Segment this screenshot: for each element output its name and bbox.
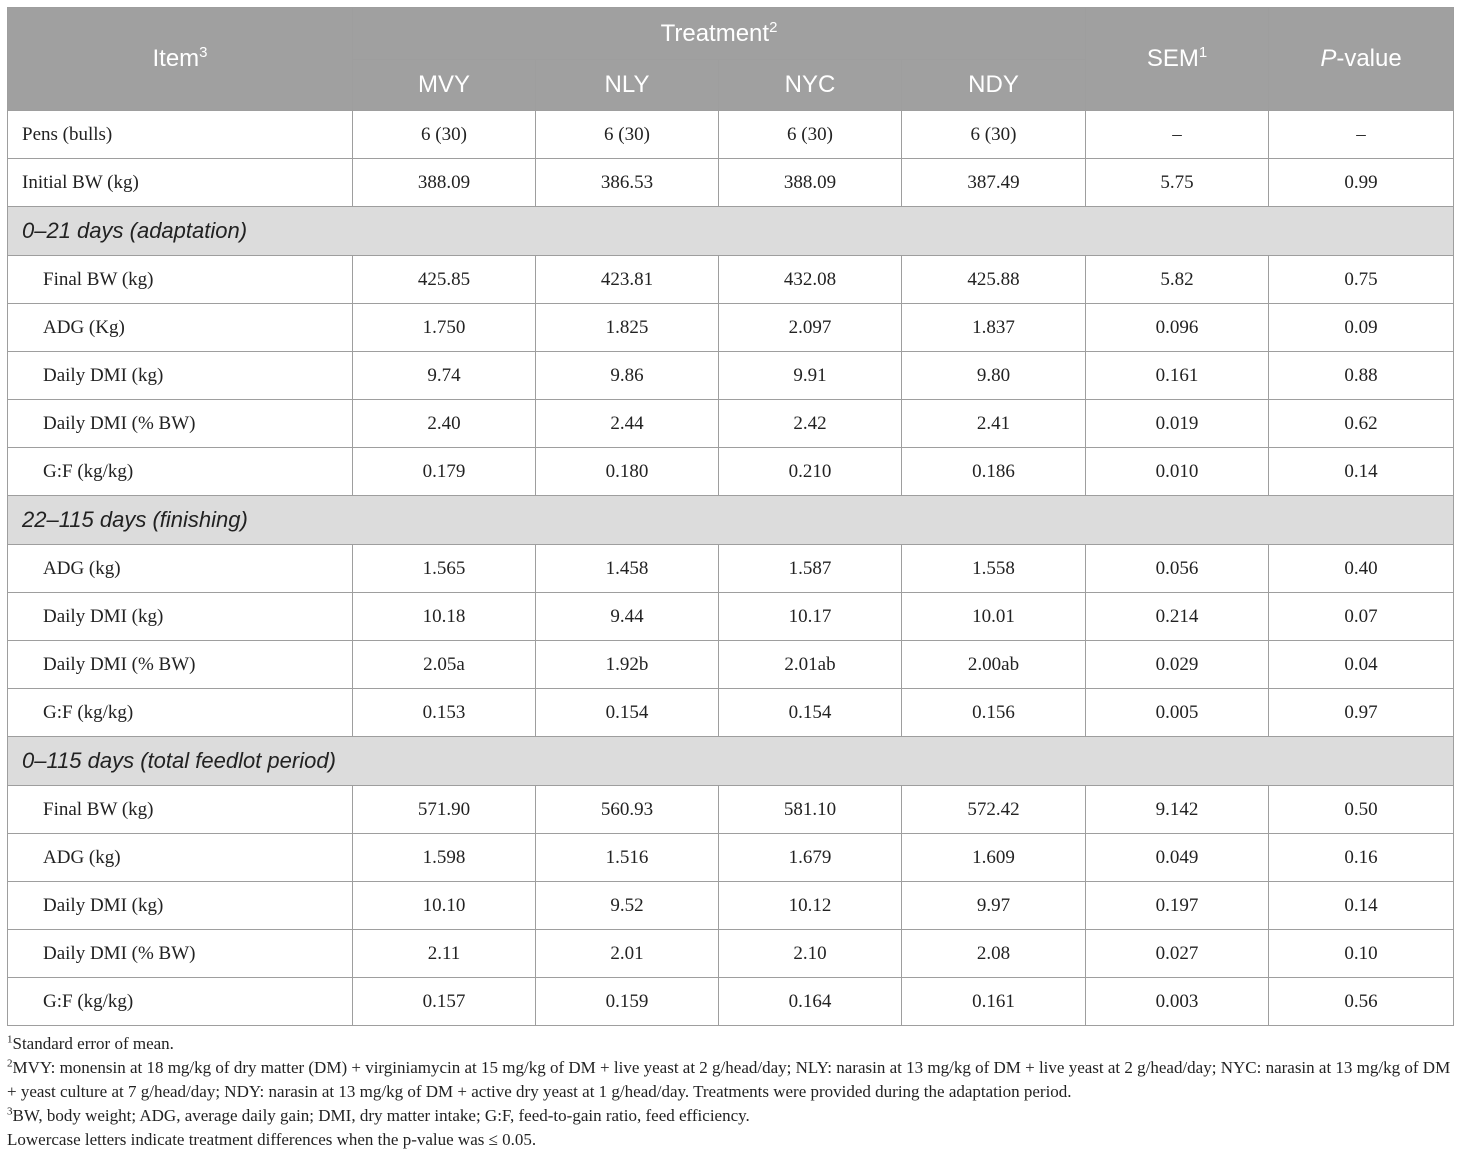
treatment-value: 10.17 <box>719 593 902 641</box>
row-label: Initial BW (kg) <box>8 159 353 207</box>
row-label: G:F (kg/kg) <box>8 689 353 737</box>
table-row <box>8 111 1454 159</box>
p-value: 0.75 <box>1269 256 1454 304</box>
table-row <box>8 978 1454 1026</box>
treatment-value: 9.91 <box>719 352 902 400</box>
p-value: 0.09 <box>1269 304 1454 352</box>
treatment-value: 0.161 <box>902 978 1086 1026</box>
header-treatment: Treatment$^2$ <box>353 8 1086 60</box>
table-row <box>8 882 1454 930</box>
p-value: 0.10 <box>1269 930 1454 978</box>
sem-value: 0.096 <box>1086 304 1269 352</box>
treatment-value: 1.565 <box>353 545 536 593</box>
treatment-value: 9.80 <box>902 352 1086 400</box>
footnote-2: $^2$MVY: monensin at 18 mg/kg of dry matter (DM) + virginiamycin at 15 mg/kg of DM + live yeast at 2 g/head/day; NLY: narasin at 13 mg/kg of DM + live yeast at 2 g/head/day; NYC: narasin at 13 mg/kg of DM + yeast culture at 7 g/head/day; NDY: narasin at 13 mg/kg of DM + active dry yeast at 1 g/head/day. Treatments were provided during the adaptation period. <box>7 1057 1451 1101</box>
treatment-value: 2.41 <box>902 400 1086 448</box>
row-label: Final BW (kg) <box>8 256 353 304</box>
p-value: 0.16 <box>1269 834 1454 882</box>
treatment-value: 1.458 <box>536 545 719 593</box>
table-row <box>8 641 1454 689</box>
treatment-value: 10.10 <box>353 882 536 930</box>
treatment-value: 9.86 <box>536 352 719 400</box>
treatment-value: 386.53 <box>536 159 719 207</box>
table-container <box>7 7 1453 1152</box>
table-header <box>8 8 1454 111</box>
header-treatment-1: MVY <box>353 60 536 111</box>
sem-value: 0.056 <box>1086 545 1269 593</box>
sem-value: – <box>1086 111 1269 159</box>
treatment-value: 9.52 <box>536 882 719 930</box>
row-label: Daily DMI (% BW) <box>8 641 353 689</box>
treatment-value: 1.598 <box>353 834 536 882</box>
sem-value: 0.029 <box>1086 641 1269 689</box>
treatment-value: 2.01ab <box>719 641 902 689</box>
row-label: G:F (kg/kg) <box>8 978 353 1026</box>
treatment-value: 2.10 <box>719 930 902 978</box>
p-value: 0.56 <box>1269 978 1454 1026</box>
treatment-value: 387.49 <box>902 159 1086 207</box>
sem-value: 5.82 <box>1086 256 1269 304</box>
footnote-1: $^1$Standard error of mean. <box>7 1033 174 1053</box>
table-row <box>8 930 1454 978</box>
footnote-3: $^3$BW, body weight; ADG, average daily gain; DMI, dry matter intake; G:F, feed-to-gain ratio, feed efficiency. <box>7 1105 750 1125</box>
sem-value: 0.214 <box>1086 593 1269 641</box>
treatment-value: 10.18 <box>353 593 536 641</box>
section-title: 0–115 days (total feedlot period) <box>8 737 1454 786</box>
sem-value: 0.027 <box>1086 930 1269 978</box>
p-value: 0.04 <box>1269 641 1454 689</box>
p-value: 0.62 <box>1269 400 1454 448</box>
sem-value: 0.003 <box>1086 978 1269 1026</box>
sem-value: 0.005 <box>1086 689 1269 737</box>
treatment-value: 572.42 <box>902 786 1086 834</box>
treatment-value: 1.837 <box>902 304 1086 352</box>
p-value: 0.88 <box>1269 352 1454 400</box>
treatment-value: 2.01 <box>536 930 719 978</box>
treatment-value: 1.679 <box>719 834 902 882</box>
treatment-value: 2.44 <box>536 400 719 448</box>
header-treatment-4: NDY <box>902 60 1086 111</box>
header-treatment-2: NLY <box>536 60 719 111</box>
treatment-value: 6 (30) <box>902 111 1086 159</box>
treatment-value: 1.750 <box>353 304 536 352</box>
section-row <box>8 207 1454 256</box>
table-row <box>8 786 1454 834</box>
table-row <box>8 304 1454 352</box>
header-pvalue: P-value <box>1269 8 1454 111</box>
treatment-value: 9.97 <box>902 882 1086 930</box>
row-label: Daily DMI (kg) <box>8 352 353 400</box>
results-table <box>7 7 1454 1026</box>
row-label: ADG (Kg) <box>8 304 353 352</box>
treatment-value: 2.42 <box>719 400 902 448</box>
table-row <box>8 448 1454 496</box>
sem-value: 0.049 <box>1086 834 1269 882</box>
table-row <box>8 256 1454 304</box>
treatment-value: 423.81 <box>536 256 719 304</box>
row-label: Daily DMI (kg) <box>8 593 353 641</box>
treatment-value: 581.10 <box>719 786 902 834</box>
treatment-value: 1.587 <box>719 545 902 593</box>
table-row <box>8 159 1454 207</box>
treatment-value: 0.180 <box>536 448 719 496</box>
treatment-value: 2.11 <box>353 930 536 978</box>
footnote-4: Lowercase letters indicate treatment differences when the p-value was ≤ 0.05. <box>7 1130 537 1149</box>
treatment-value: 1.92b <box>536 641 719 689</box>
row-label: Daily DMI (kg) <box>8 882 353 930</box>
treatment-value: 2.097 <box>719 304 902 352</box>
row-label: ADG (kg) <box>8 834 353 882</box>
treatment-value: 0.159 <box>536 978 719 1026</box>
treatment-value: 425.88 <box>902 256 1086 304</box>
p-value: 0.14 <box>1269 448 1454 496</box>
row-label: G:F (kg/kg) <box>8 448 353 496</box>
section-title: 0–21 days (adaptation) <box>8 207 1454 256</box>
treatment-value: 571.90 <box>353 786 536 834</box>
treatment-value: 0.154 <box>536 689 719 737</box>
sem-value: 0.197 <box>1086 882 1269 930</box>
treatment-value: 6 (30) <box>719 111 902 159</box>
table-row <box>8 352 1454 400</box>
treatment-value: 432.08 <box>719 256 902 304</box>
row-label: Daily DMI (% BW) <box>8 930 353 978</box>
header-item: Item$^3$ <box>8 8 353 111</box>
treatment-value: 560.93 <box>536 786 719 834</box>
treatment-value: 9.44 <box>536 593 719 641</box>
table-row <box>8 545 1454 593</box>
treatment-value: 0.154 <box>719 689 902 737</box>
treatment-value: 0.164 <box>719 978 902 1026</box>
table-row <box>8 593 1454 641</box>
p-value: 0.50 <box>1269 786 1454 834</box>
treatment-value: 1.516 <box>536 834 719 882</box>
treatment-value: 2.00ab <box>902 641 1086 689</box>
treatment-value: 9.74 <box>353 352 536 400</box>
treatment-value: 1.558 <box>902 545 1086 593</box>
sem-value: 9.142 <box>1086 786 1269 834</box>
sem-value: 0.161 <box>1086 352 1269 400</box>
section-title: 22–115 days (finishing) <box>8 496 1454 545</box>
p-value: – <box>1269 111 1454 159</box>
treatment-value: 0.153 <box>353 689 536 737</box>
treatment-value: 0.186 <box>902 448 1086 496</box>
treatment-value: 425.85 <box>353 256 536 304</box>
p-value: 0.97 <box>1269 689 1454 737</box>
row-label: Final BW (kg) <box>8 786 353 834</box>
header-sem: SEM$^1$ <box>1086 8 1269 111</box>
footnotes <box>7 1032 1453 1152</box>
p-value: 0.40 <box>1269 545 1454 593</box>
row-label: Pens (bulls) <box>8 111 353 159</box>
treatment-value: 0.156 <box>902 689 1086 737</box>
treatment-value: 2.40 <box>353 400 536 448</box>
treatment-value: 10.01 <box>902 593 1086 641</box>
treatment-value: 0.157 <box>353 978 536 1026</box>
treatment-value: 6 (30) <box>536 111 719 159</box>
treatment-value: 388.09 <box>719 159 902 207</box>
row-label: ADG (kg) <box>8 545 353 593</box>
p-value: 0.99 <box>1269 159 1454 207</box>
treatment-value: 2.05a <box>353 641 536 689</box>
header-treatment-3: NYC <box>719 60 902 111</box>
treatment-value: 388.09 <box>353 159 536 207</box>
treatment-value: 0.179 <box>353 448 536 496</box>
sem-value: 0.010 <box>1086 448 1269 496</box>
treatment-value: 10.12 <box>719 882 902 930</box>
section-row <box>8 737 1454 786</box>
treatment-value: 1.609 <box>902 834 1086 882</box>
table-row <box>8 400 1454 448</box>
table-row <box>8 834 1454 882</box>
section-row <box>8 496 1454 545</box>
p-value: 0.07 <box>1269 593 1454 641</box>
sem-value: 5.75 <box>1086 159 1269 207</box>
p-value: 0.14 <box>1269 882 1454 930</box>
treatment-value: 1.825 <box>536 304 719 352</box>
treatment-value: 0.210 <box>719 448 902 496</box>
treatment-value: 6 (30) <box>353 111 536 159</box>
table-body <box>8 111 1454 1026</box>
table-row <box>8 689 1454 737</box>
row-label: Daily DMI (% BW) <box>8 400 353 448</box>
sem-value: 0.019 <box>1086 400 1269 448</box>
treatment-value: 2.08 <box>902 930 1086 978</box>
